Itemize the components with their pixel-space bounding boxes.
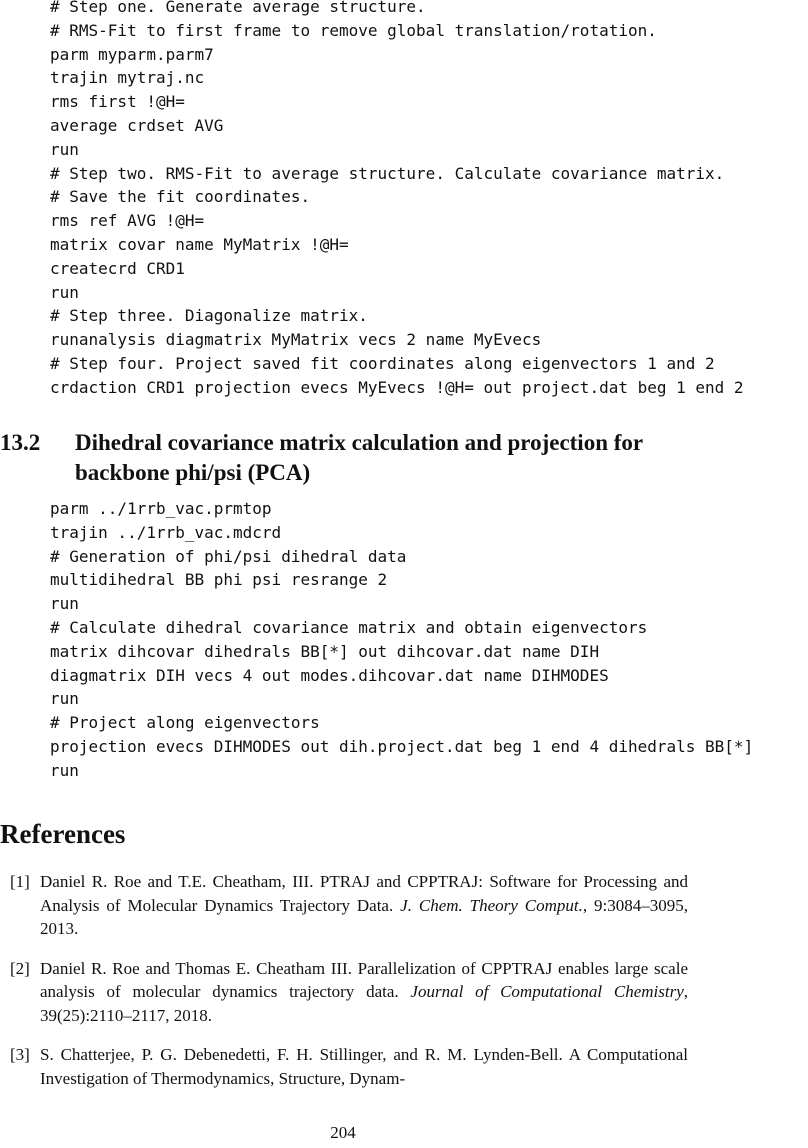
page-number: 204 bbox=[330, 1123, 356, 1142]
code-line: # Step one. Generate average structure. bbox=[50, 0, 426, 16]
code-line: projection evecs DIHMODES out dih.project.dat beg 1 end 4 dihedrals BB[*] bbox=[50, 736, 754, 756]
references-list bbox=[0, 870, 700, 1106]
reference-item bbox=[0, 870, 688, 941]
code-line: createcrd CRD1 bbox=[50, 258, 185, 278]
references-heading: References bbox=[0, 819, 126, 849]
code-line: parm ../1rrb_vac.prmtop bbox=[50, 499, 272, 518]
code-line: runanalysis diagmatrix MyMatrix vecs 2 name MyEvecs bbox=[50, 330, 542, 350]
code-line: # Step three. Diagonalize matrix. bbox=[50, 306, 368, 326]
code-line: crdaction CRD1 projection evecs MyEvecs !@H= out project.dat beg 1 end 2 bbox=[50, 377, 744, 397]
reference-authors-title: S. Chatterjee, P. G. Debenedetti, F. H. Stillinger, and R. M. Lynden-Bell. A Computational Investigation of Thermodynamics, Structure, Dynam- bbox=[40, 1045, 688, 1088]
code-line: run bbox=[50, 282, 79, 302]
reference-volume-pages: , 39(25):2110–2117, 2018. bbox=[40, 982, 689, 1025]
code-line: rms ref AVG !@H= bbox=[50, 211, 205, 231]
reference-journal: Journal of Computational Chemistry bbox=[410, 982, 684, 1001]
code-line: # Calculate dihedral covariance matrix and obtain eigenvectors bbox=[50, 617, 648, 637]
code-line: diagmatrix DIH vecs 4 out modes.dihcovar.dat name DIHMODES bbox=[50, 665, 609, 685]
code-line: run bbox=[50, 760, 79, 780]
reference-authors-title: Daniel R. Roe and Thomas E. Cheatham III. Parallelization of CPPTRAJ enables large scale analysis of molecular dynamics trajectory data. bbox=[40, 958, 688, 1001]
reference-item bbox=[0, 957, 688, 1028]
code-line: multidihedral BB phi psi resrange 2 bbox=[50, 570, 388, 590]
section-title: Dihedral covariance matrix calculation and projection for backbone phi/psi (PCA) bbox=[75, 430, 643, 485]
code-line: average crdset AVG bbox=[50, 115, 224, 135]
code-line: # Step four. Project saved fit coordinates along eigenvectors 1 and 2 bbox=[50, 353, 715, 373]
reference-item bbox=[0, 1043, 688, 1090]
code-line: run bbox=[50, 139, 79, 159]
reference-number: [1] bbox=[10, 872, 30, 891]
code-line: # Generation of phi/psi dihedral data bbox=[50, 546, 407, 566]
code-line: # Step two. RMS-Fit to average structure. Calculate covariance matrix. bbox=[50, 163, 725, 183]
code-line: rms first !@H= bbox=[50, 92, 185, 112]
code-block-dihedral-pca bbox=[50, 497, 753, 783]
reference-journal: J. Chem. Theory Comput. bbox=[400, 895, 583, 915]
code-line: # Project along eigenvectors bbox=[50, 713, 320, 733]
code-line: trajin ../1rrb_vac.mdcrd bbox=[50, 522, 282, 542]
code-line: matrix covar name MyMatrix !@H= bbox=[50, 234, 349, 254]
code-line: # RMS-Fit to first frame to remove global translation/rotation. bbox=[50, 20, 657, 40]
code-line: # Save the fit coordinates. bbox=[50, 187, 311, 207]
code-line: run bbox=[50, 689, 79, 709]
reference-text bbox=[40, 1045, 688, 1088]
code-line: matrix dihcovar dihedrals BB[*] out dihcovar.dat name DIH bbox=[50, 641, 600, 661]
reference-text bbox=[40, 959, 688, 1025]
reference-authors-title: Daniel R. Roe and T.E. Cheatham, III. PTRAJ and CPPTRAJ: Software for Processing and Analysis of Molecular Dynamics Trajectory Data. bbox=[40, 872, 688, 915]
code-line: parm myparm.parm7 bbox=[50, 44, 214, 64]
reference-number: [3] bbox=[10, 1045, 30, 1064]
code-line: trajin mytraj.nc bbox=[50, 68, 205, 88]
code-line: run bbox=[50, 594, 79, 614]
reference-volume-pages: , 9:3084–3095, 2013. bbox=[40, 895, 688, 938]
section-number: 13.2 bbox=[0, 430, 41, 455]
code-block-pca-cartesian bbox=[50, 0, 744, 400]
reference-number: [2] bbox=[10, 958, 30, 978]
reference-text bbox=[40, 872, 688, 938]
